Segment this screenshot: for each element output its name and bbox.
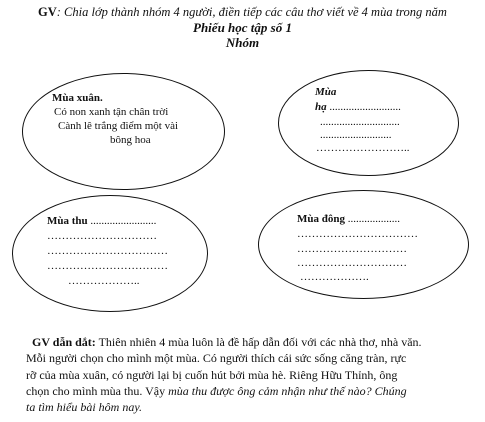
autumn-dots-3: …………………………… xyxy=(47,260,168,272)
intro-paragraph xyxy=(26,334,472,415)
summer-dots-1: ............................. xyxy=(320,116,400,128)
summer-title-ha: hạ xyxy=(315,101,327,113)
summer-title-line2 xyxy=(315,101,401,113)
intro-label: GV dẫn dắt: xyxy=(32,335,96,349)
intro-line-1-text: Thiên nhiên 4 mùa luôn là đề hấp dẫn đối với các nhà thơ, nhà văn. xyxy=(95,335,422,349)
intro-line-5: ta tìm hiểu bài hôm nay. xyxy=(26,400,142,415)
spring-line-2: Cành lê trắng điểm một vài xyxy=(58,120,179,132)
winter-dots-3: ………………………… xyxy=(297,257,407,269)
intro-line-4-italic: mùa thu được ông cảm nhận như thế nào? Chúng xyxy=(168,383,407,398)
instruction-text: : Chia lớp thành nhóm 4 người, điền tiếp các câu thơ viết về 4 mùa trong năm xyxy=(56,5,447,19)
intro-line-3: rỡ của mùa xuân, có người lại bị cuốn hút bởi mùa hè. Riêng Hữu Thỉnh, ông xyxy=(26,367,398,382)
sheet-title: Phiếu học tập số 1 xyxy=(193,20,292,35)
intro-line-4 xyxy=(26,383,472,399)
spring-title: Mùa xuân. xyxy=(52,92,103,104)
winter-dots-4: ………………. xyxy=(300,271,369,283)
gv-label: GV xyxy=(38,5,57,19)
autumn-dots-2: …………………………… xyxy=(47,245,168,257)
winter-title-dots: ................... xyxy=(345,213,400,225)
intro-line-4-plain: chọn cho mình mùa thu. Vậy xyxy=(26,383,169,398)
autumn-dots-1: ………………………… xyxy=(47,230,157,242)
intro-line-1 xyxy=(32,334,472,350)
spring-line-3: bông hoa xyxy=(110,134,151,146)
winter-dots-2: ………………………… xyxy=(297,243,407,255)
autumn-dots-4: ……………….. xyxy=(68,275,140,287)
winter-title-line xyxy=(297,213,400,225)
winter-dots-1: …………………………… xyxy=(297,228,418,240)
autumn-title: Mùa thu xyxy=(47,215,88,227)
intro-line-2: Mỗi người chọn cho mình một mùa. Có người thích cái sức sống căng tràn, rực xyxy=(26,351,407,366)
autumn-title-line xyxy=(47,215,156,227)
summer-dots-3: …………………….. xyxy=(316,142,410,154)
autumn-title-dots: ........................ xyxy=(87,215,157,227)
summer-title-dots: .......................... xyxy=(326,101,401,113)
summer-title-line1: Mùa xyxy=(315,86,337,98)
winter-title: Mùa đông xyxy=(297,213,345,225)
instruction-line xyxy=(0,5,485,20)
spring-line-1: Có non xanh tận chân trời xyxy=(54,106,169,118)
group-label: Nhóm xyxy=(225,35,260,50)
summer-dots-2: .......................... xyxy=(320,129,392,141)
